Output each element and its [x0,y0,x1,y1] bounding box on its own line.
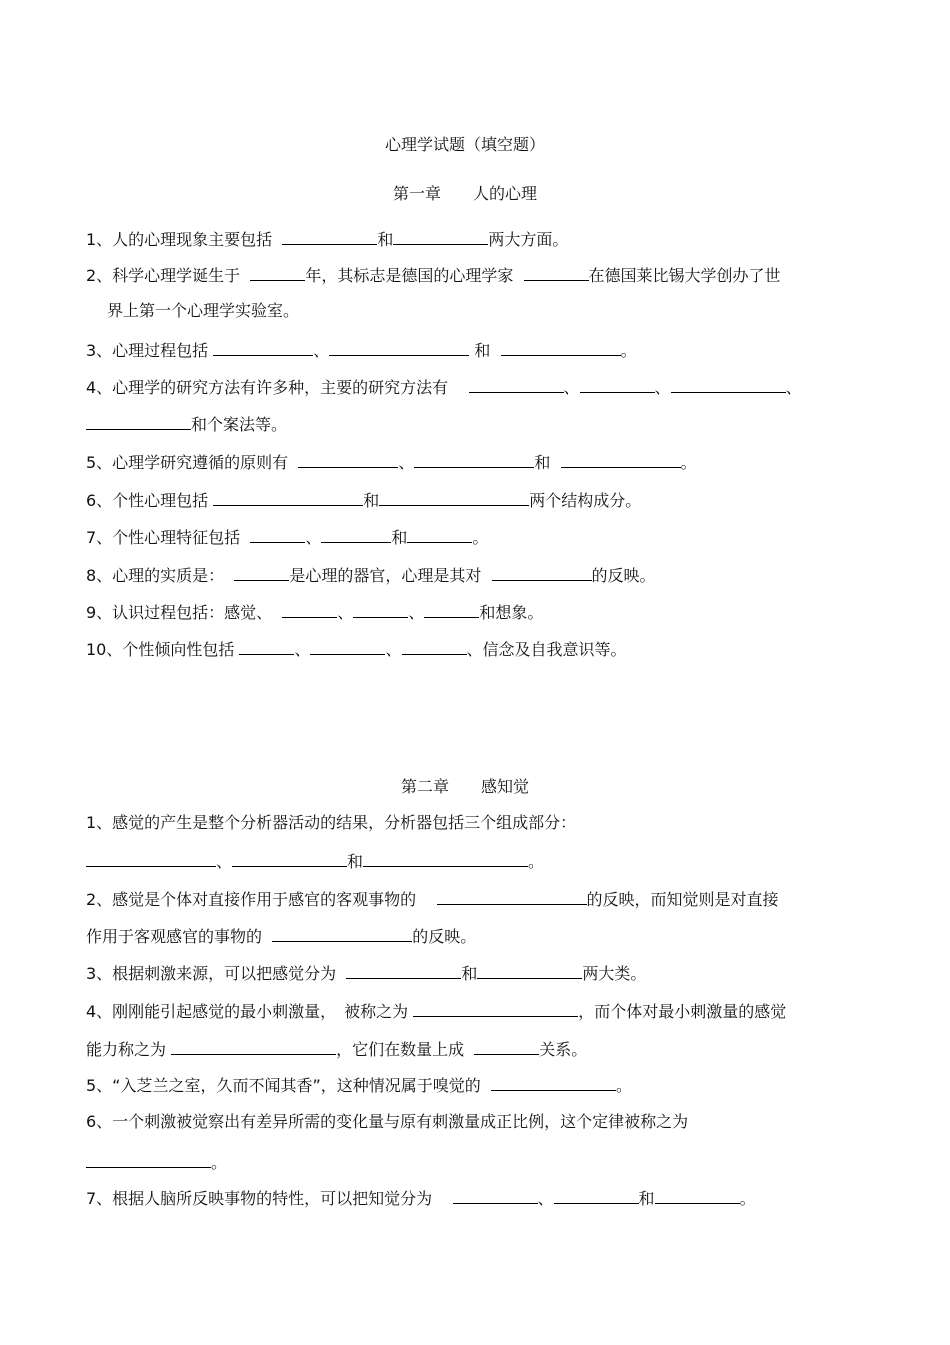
ch2-question-3: 3、根据刺激来源，可以把感觉分为 和 两大类。 [86,964,647,983]
ch2-question-5: 5、“入芝兰之室，久而不闻其香”，这种情况属于嗅觉的 。 [86,1076,632,1095]
answer-blank[interactable] [298,451,398,468]
ch1-question-3: 3、心理过程包括 、 和 。 [86,341,637,360]
answer-blank[interactable] [86,413,191,430]
ch1-question-6: 6、个性心理包括 和 两个结构成分。 [86,491,642,510]
ch1-question-4-cont: 和个案法等。 [86,413,870,435]
answer-blank[interactable] [671,376,786,393]
ch2-question-7: 7、根据人脑所反映事物的特性，可以把知觉分为 、 和 。 [86,1189,756,1208]
ch1-question-2-cont: 界上第一个心理学实验室。 [107,301,300,320]
answer-blank[interactable] [477,962,582,979]
ch1-question-8: 8、心理的实质是： 是心理的器官，心理是其对 的反映。 [86,566,656,585]
answer-blank[interactable] [86,850,216,867]
answer-blank[interactable] [492,564,592,581]
answer-blank[interactable] [353,601,408,618]
answer-blank[interactable] [524,264,589,281]
answer-blank[interactable] [414,451,534,468]
ch2-question-4-cont: 能力称之为 ，它们在数量上成 关系。 [86,1040,588,1059]
answer-blank[interactable] [213,489,363,506]
ch1-question-9: 9、认识过程包括：感觉、 、 、 和想象。 [86,603,544,622]
ch1-question-10: 10、个性倾向性包括 、 、 、信念及自我意识等。 [86,640,627,659]
answer-blank[interactable] [474,1038,539,1055]
answer-blank[interactable] [393,228,488,245]
answer-blank[interactable] [282,228,377,245]
answer-blank[interactable] [282,601,337,618]
answer-blank[interactable] [234,564,289,581]
answer-blank[interactable] [86,1151,211,1168]
answer-blank[interactable] [329,339,469,356]
answer-blank[interactable] [250,264,305,281]
ch2-question-1-cont: 、 和 。 [86,850,870,872]
ch2-question-4: 4、刚刚能引起感觉的最小刺激量， 被称之为 ，而个体对最小刺激量的感觉 [86,1002,787,1021]
answer-blank[interactable] [407,526,472,543]
answer-blank[interactable] [171,1038,336,1055]
ch2-question-6: 6、一个刺激被觉察出有差异所需的变化量与原有刺激量成正比例，这个定律被称之为 [86,1112,689,1131]
answer-blank[interactable] [437,888,587,905]
chapter1-heading: 第一章 人的心理 [392,184,537,203]
answer-blank[interactable] [469,376,564,393]
chapter2-heading: 第二章 感知觉 [400,777,529,796]
answer-blank[interactable] [272,925,412,942]
ch1-question-5: 5、心理学研究遵循的原则有 、 和 。 [86,453,697,472]
answer-blank[interactable] [232,850,347,867]
ch2-question-6-cont: 。 [86,1151,870,1173]
answer-blank[interactable] [580,376,655,393]
answer-blank[interactable] [321,526,391,543]
answer-blank[interactable] [250,526,305,543]
answer-blank[interactable] [413,1000,578,1017]
answer-blank[interactable] [239,638,294,655]
answer-blank[interactable] [655,1187,740,1204]
answer-blank[interactable] [501,339,621,356]
answer-blank[interactable] [310,638,385,655]
answer-blank[interactable] [554,1187,639,1204]
ch2-question-2: 2、感觉是个体对直接作用于感官的客观事物的 的反映，而知觉则是对直接 [86,890,779,909]
ch1-question-1: 1、人的心理现象主要包括 和 两大方面。 [86,230,569,249]
answer-blank[interactable] [363,850,528,867]
ch1-question-2: 2、科学心理学诞生于 年，其标志是德国的心理学家 在德国莱比锡大学创办了世 [86,266,781,285]
answer-blank[interactable] [453,1187,538,1204]
answer-blank[interactable] [491,1074,616,1091]
answer-blank[interactable] [402,638,467,655]
answer-blank[interactable] [561,451,681,468]
ch2-question-1: 1、感觉的产生是整个分析器活动的结果，分析器包括三个组成部分： [86,813,577,832]
ch1-question-7: 7、个性心理特征包括 、 和 。 [86,528,489,547]
answer-blank[interactable] [424,601,479,618]
document-title: 心理学试题（填空题） [384,135,545,154]
answer-blank[interactable] [346,962,461,979]
answer-blank[interactable] [379,489,529,506]
ch1-question-4: 4、心理学的研究方法有许多种，主要的研究方法有 、 、 、 [86,378,802,397]
ch2-question-2-cont: 作用于客观感官的事物的 的反映。 [86,927,477,946]
answer-blank[interactable] [213,339,313,356]
